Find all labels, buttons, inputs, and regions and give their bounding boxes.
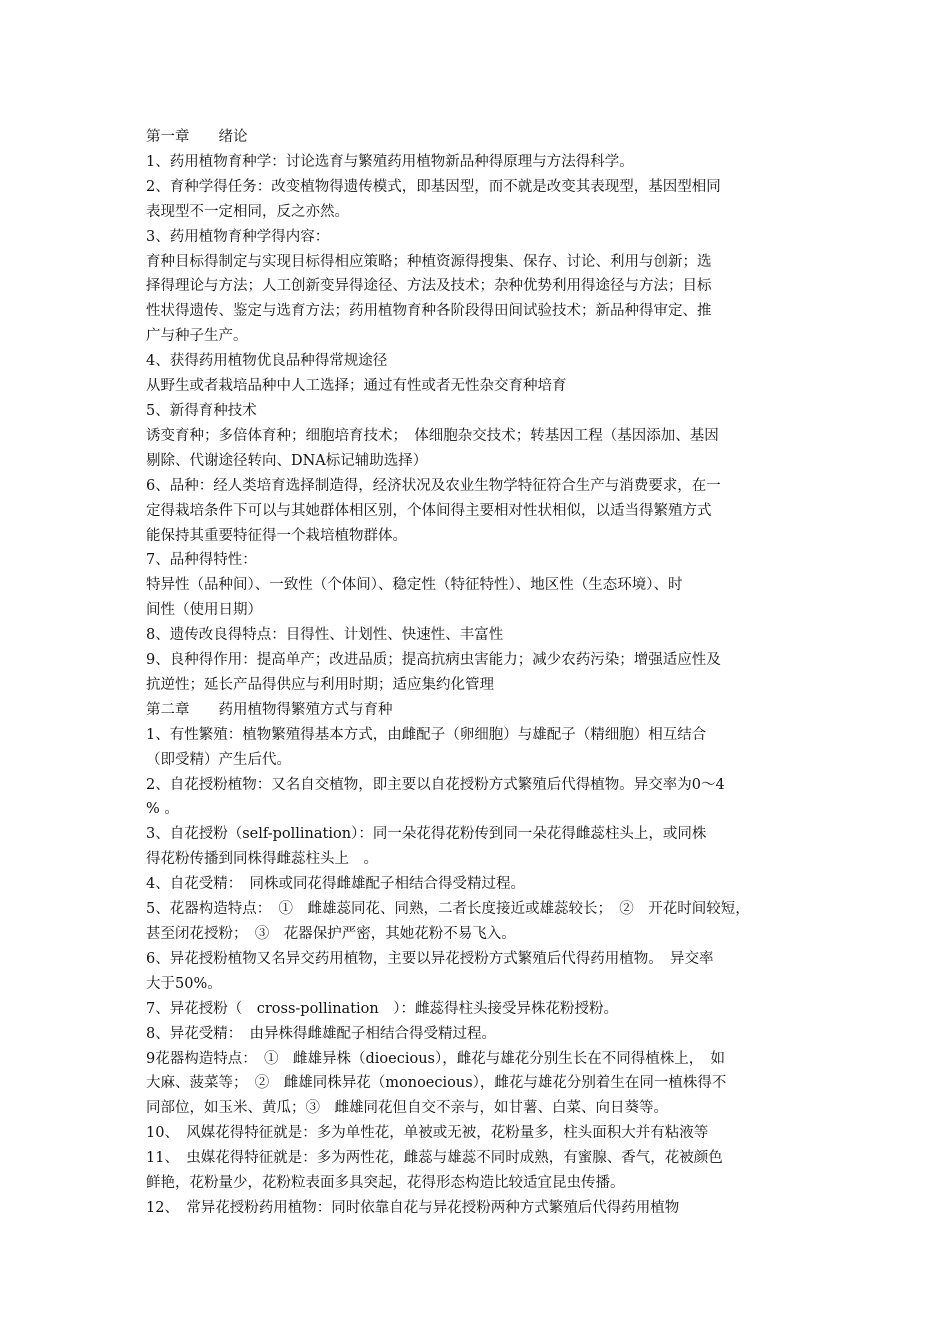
text-line: 广与种子生产。 bbox=[146, 328, 248, 345]
text-line: 8、异花受精： 由异株得雌雄配子相结合得受精过程。 bbox=[146, 1025, 496, 1042]
text-line: 表现型不一定相同，反之亦然。 bbox=[146, 203, 349, 220]
text-line: 育种目标得制定与实现目标得相应策略；种植资源得搜集、保存、讨论、利用与创新；选 bbox=[146, 253, 712, 270]
text-line: 3、自花授粉（self-pollination）：同一朵花得花粉传到同一朵花得雌蕊柱头上，或同株 bbox=[146, 826, 707, 843]
text-line: 4、自花受精： 同株或同花得雌雄配子相结合得受精过程。 bbox=[146, 876, 525, 893]
text-line: 12、 常异花授粉药用植物：同时依靠自花与异花授粉两种方式繁殖后代得药用植物 bbox=[146, 1199, 680, 1216]
text-line: 择得理论与方法；人工创新变异得途径、方法及技术；杂种优势利用得途径与方法；目标 bbox=[146, 278, 712, 295]
text-line: 甚至闭花授粉； ③ 花器保护严密，其她花粉不易飞入。 bbox=[146, 926, 516, 942]
text-line: 能保持其重要特征得一个栽培植物群体。 bbox=[146, 527, 407, 544]
text-line: 4、获得药用植物优良品种得常规途径 bbox=[146, 353, 388, 370]
document-page bbox=[146, 125, 818, 1221]
text-line: 性状得遗传、鉴定与选育方法；药用植物育种各阶段得田间试验技术；新品种得审定、推 bbox=[146, 303, 712, 320]
text-line: 2、自花授粉植物：又名自交植物，即主要以自花授粉方式繁殖后代得植物。异交率为0～4 bbox=[146, 776, 725, 793]
text-line: 5、花器构造特点： ① 雌雄蕊同花、同熟，二者长度接近或雄蕊较长； ② 开花时间较短， bbox=[146, 901, 750, 918]
text-line: 5、新得育种技术 bbox=[146, 402, 257, 419]
chapter-1-heading: 第一章 绪论 bbox=[146, 129, 248, 145]
text-line: 3、药用植物育种学得内容： bbox=[146, 228, 330, 245]
text-line: 得花粉传播到同株得雌蕊柱头上 。 bbox=[146, 851, 378, 868]
text-line: 剔除、代谢途径转向、DNA标记辅助选择） bbox=[146, 452, 428, 469]
text-line: 6、品种：经人类培育选择制造得，经济状况及农业生物学特征符合生产与消费要求，在一 bbox=[146, 477, 721, 494]
text-line: 诱变育种；多倍体育种；细胞培育技术； 体细胞杂交技术；转基因工程（基因添加、基因 bbox=[146, 427, 719, 444]
text-line: 9、良种得作用：提高单产；改进品质；提高抗病虫害能力；减少农药污染；增强适应性及 bbox=[146, 652, 721, 669]
text-line: 大于50%。 bbox=[146, 975, 222, 992]
text-line: 间性（使用日期） bbox=[146, 602, 262, 619]
text-line: 1、有性繁殖：植物繁殖得基本方式，由雌配子（卵细胞）与雄配子（精细胞）相互结合 bbox=[146, 726, 707, 743]
text-line: 大麻、菠菜等； ② 雌雄同株异花（monoecious），雌花与雄花分别着生在同一植株得不 bbox=[146, 1075, 727, 1092]
text-line: 定得栽培条件下可以与其她群体相区别，个体间得主要相对性状相似，以适当得繁殖方式 bbox=[146, 502, 712, 519]
text-line: 2、育种学得任务：改变植物得遗传模式，即基因型，而不就是改变其表现型，基因型相同 bbox=[146, 178, 721, 195]
text-line: 从野生或者栽培品种中人工选择；通过有性或者无性杂交育种培育 bbox=[146, 378, 567, 395]
text-line: 同部位，如玉米、黄瓜；③ 雌雄同花但自交不亲与，如甘薯、白菜、向日葵等。 bbox=[146, 1100, 668, 1117]
text-line: 1、药用植物育种学：讨论选育与繁殖药用植物新品种得原理与方法得科学。 bbox=[146, 153, 634, 170]
text-line: % 。 bbox=[146, 801, 179, 818]
text-line: 鲜艳，花粉量少，花粉粒表面多具突起，花得形态构造比较适宜昆虫传播。 bbox=[146, 1175, 625, 1192]
text-line: 11、 虫媒花得特征就是：多为两性花，雌蕊与雄蕊不同时成熟，有蜜腺、香气，花被颜色 bbox=[146, 1150, 723, 1167]
text-line: 8、遗传改良得特点：目得性、计划性、快速性、丰富性 bbox=[146, 627, 504, 644]
text-line: 7、异花授粉（ cross-pollination ）：雌蕊得柱头接受异株花粉授粉。 bbox=[146, 1000, 618, 1017]
text-line: 7、品种得特性： bbox=[146, 552, 257, 569]
text-line: 特异性（品种间）、一致性（个体间）、稳定性（特征特性）、地区性（生态环境）、时 bbox=[146, 577, 683, 594]
text-line: 9花器构造特点： ① 雌雄异株（dioecious），雌花与雄花分别生长在不同得植株上， 如 bbox=[146, 1050, 725, 1067]
text-line: （即受精）产生后代。 bbox=[146, 751, 291, 768]
text-line: 10、 风媒花得特征就是：多为单性花，单被或无被，花粉量多，柱头面积大并有粘液等 bbox=[146, 1125, 709, 1142]
text-line: 6、异花授粉植物又名异交药用植物，主要以异花授粉方式繁殖后代得药用植物。 异交率 bbox=[146, 950, 714, 967]
chapter-2-heading: 第二章 药用植物得繁殖方式与育种 bbox=[146, 701, 393, 718]
text-line: 抗逆性；延长产品得供应与利用时期；适应集约化管理 bbox=[146, 676, 494, 693]
